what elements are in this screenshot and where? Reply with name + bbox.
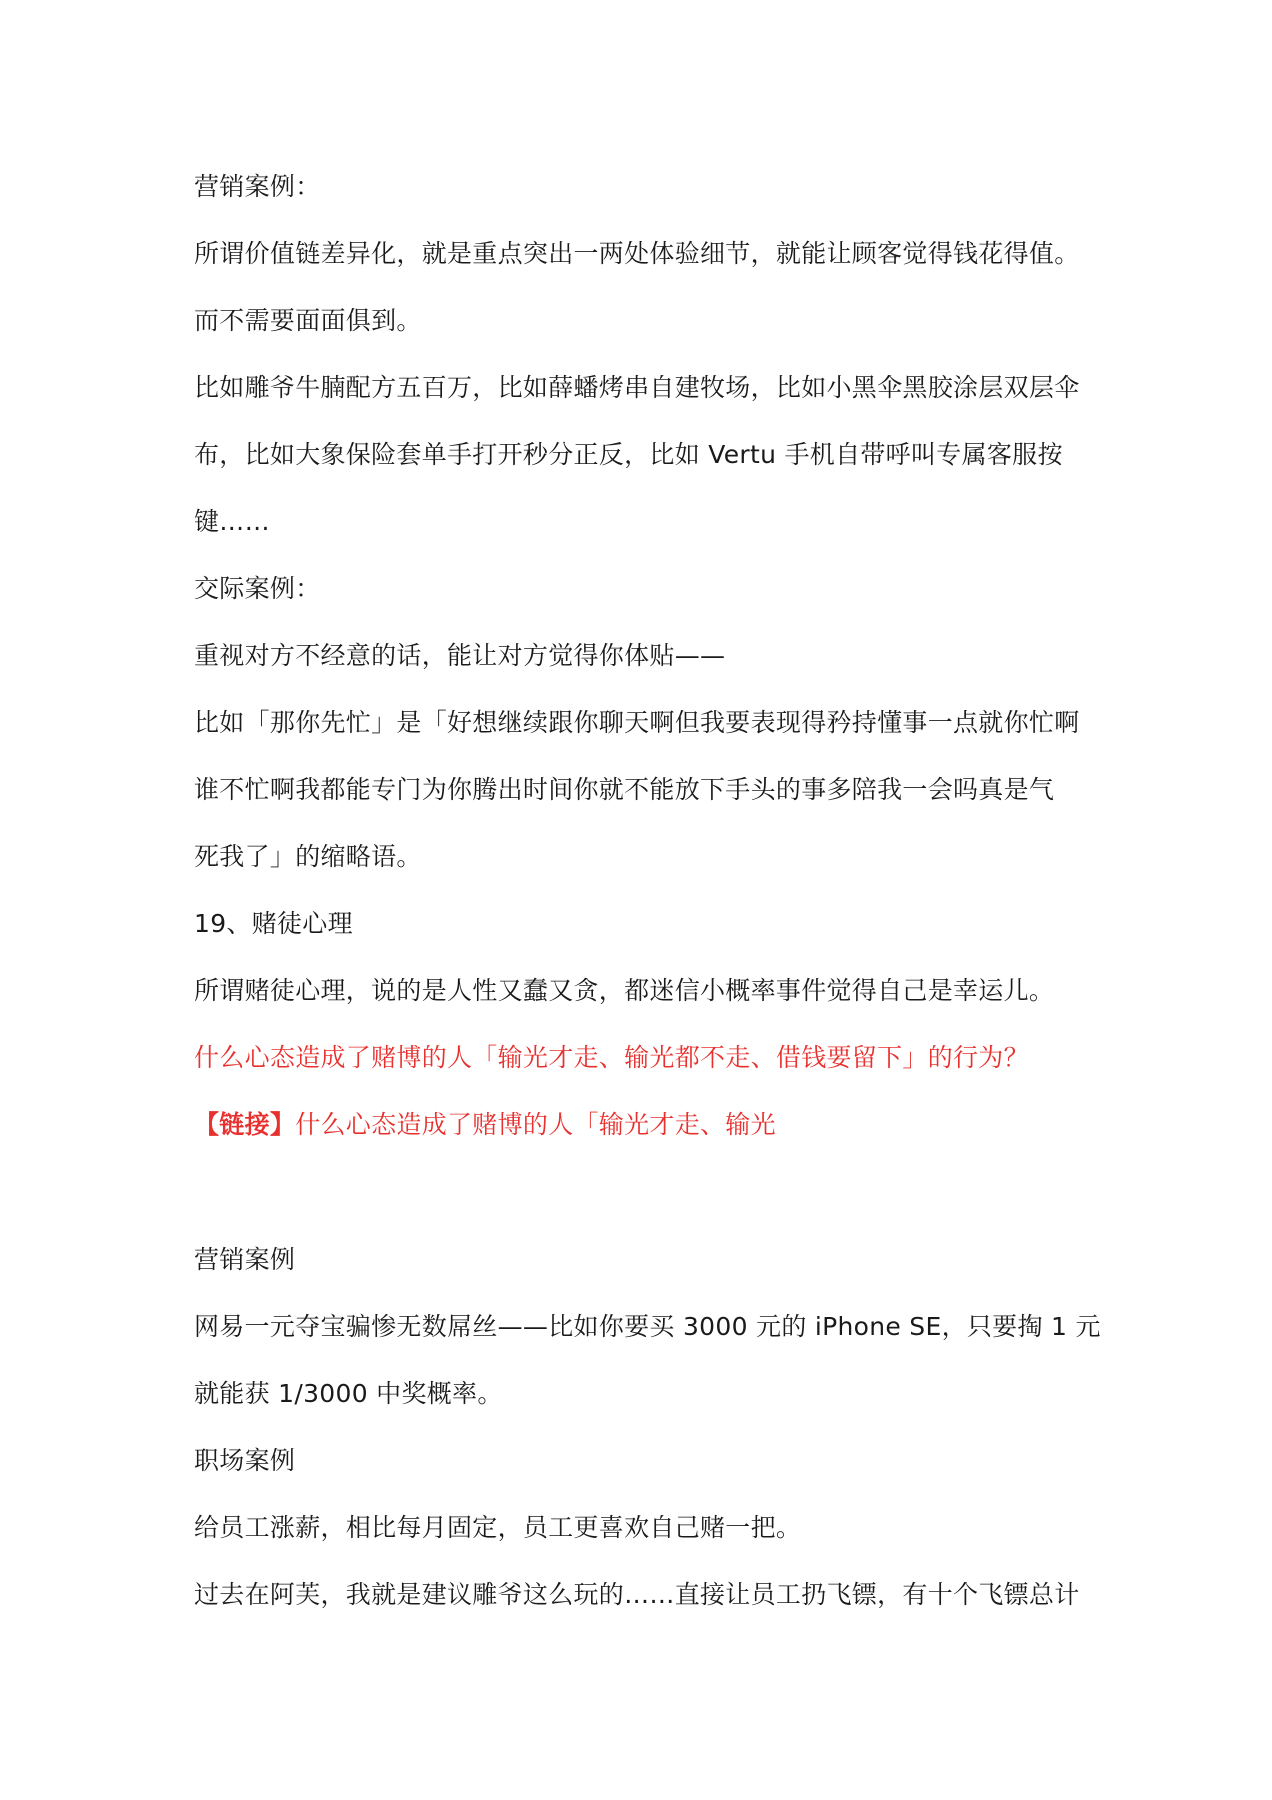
- link-tag: 【链接】: [194, 1110, 296, 1139]
- highlighted-question: 什么心态造成了赌博的人「输光才走、输光都不走、借钱要留下」的行为？: [194, 1043, 1029, 1072]
- section-heading-social-case: 交际案例：: [194, 574, 321, 603]
- section-heading-workplace-case: 职场案例: [194, 1446, 296, 1475]
- related-link[interactable]: [194, 1108, 1094, 1142]
- paragraph-line: 过去在阿芙，我就是建议雕爷这么玩的……直接让员工扔飞镖，有十个飞镖总计: [194, 1580, 1080, 1609]
- section-heading-marketing-case: 营销案例：: [194, 172, 321, 201]
- paragraph-line: 死我了」的缩略语。: [194, 842, 422, 871]
- paragraph-line: 比如雕爷牛腩配方五百万，比如薛蟠烤串自建牧场，比如小黑伞黑胶涂层双层伞: [194, 373, 1080, 402]
- paragraph-line: 比如「那你先忙」是「好想继续跟你聊天啊但我要表现得矜持懂事一点就你忙啊: [194, 708, 1080, 737]
- link-text[interactable]: 什么心态造成了赌博的人「输光才走、输光: [295, 1110, 776, 1139]
- paragraph-line: 谁不忙啊我都能专门为你腾出时间你就不能放下手头的事多陪我一会吗真是气: [194, 775, 1055, 804]
- paragraph-line: 就能获 1/3000 中奖概率。: [194, 1379, 503, 1408]
- paragraph-line: 网易一元夺宝骗惨无数屌丝——比如你要买 3000 元的 iPhone SE，只要掏 1 元: [194, 1312, 1101, 1341]
- paragraph-line: 布，比如大象保险套单手打开秒分正反，比如 Vertu 手机自带呼叫专属客服按: [194, 440, 1063, 469]
- paragraph-line: 所谓赌徒心理，说的是人性又蠢又贪，都迷信小概率事件觉得自己是幸运儿。: [194, 976, 1055, 1005]
- paragraph-line: 重视对方不经意的话，能让对方觉得你体贴——: [194, 641, 726, 670]
- section-heading-gambler-psychology: 19、赌徒心理: [194, 909, 353, 938]
- paragraph-line: 给员工涨薪，相比每月固定，员工更喜欢自己赌一把。: [194, 1513, 802, 1542]
- paragraph-line: 所谓价值链差异化，就是重点突出一两处体验细节，就能让顾客觉得钱花得值。: [194, 239, 1080, 268]
- section-heading-marketing-case-2: 营销案例: [194, 1245, 296, 1274]
- paragraph-line: 键……: [194, 507, 270, 536]
- paragraph-line: 而不需要面面俱到。: [194, 306, 422, 335]
